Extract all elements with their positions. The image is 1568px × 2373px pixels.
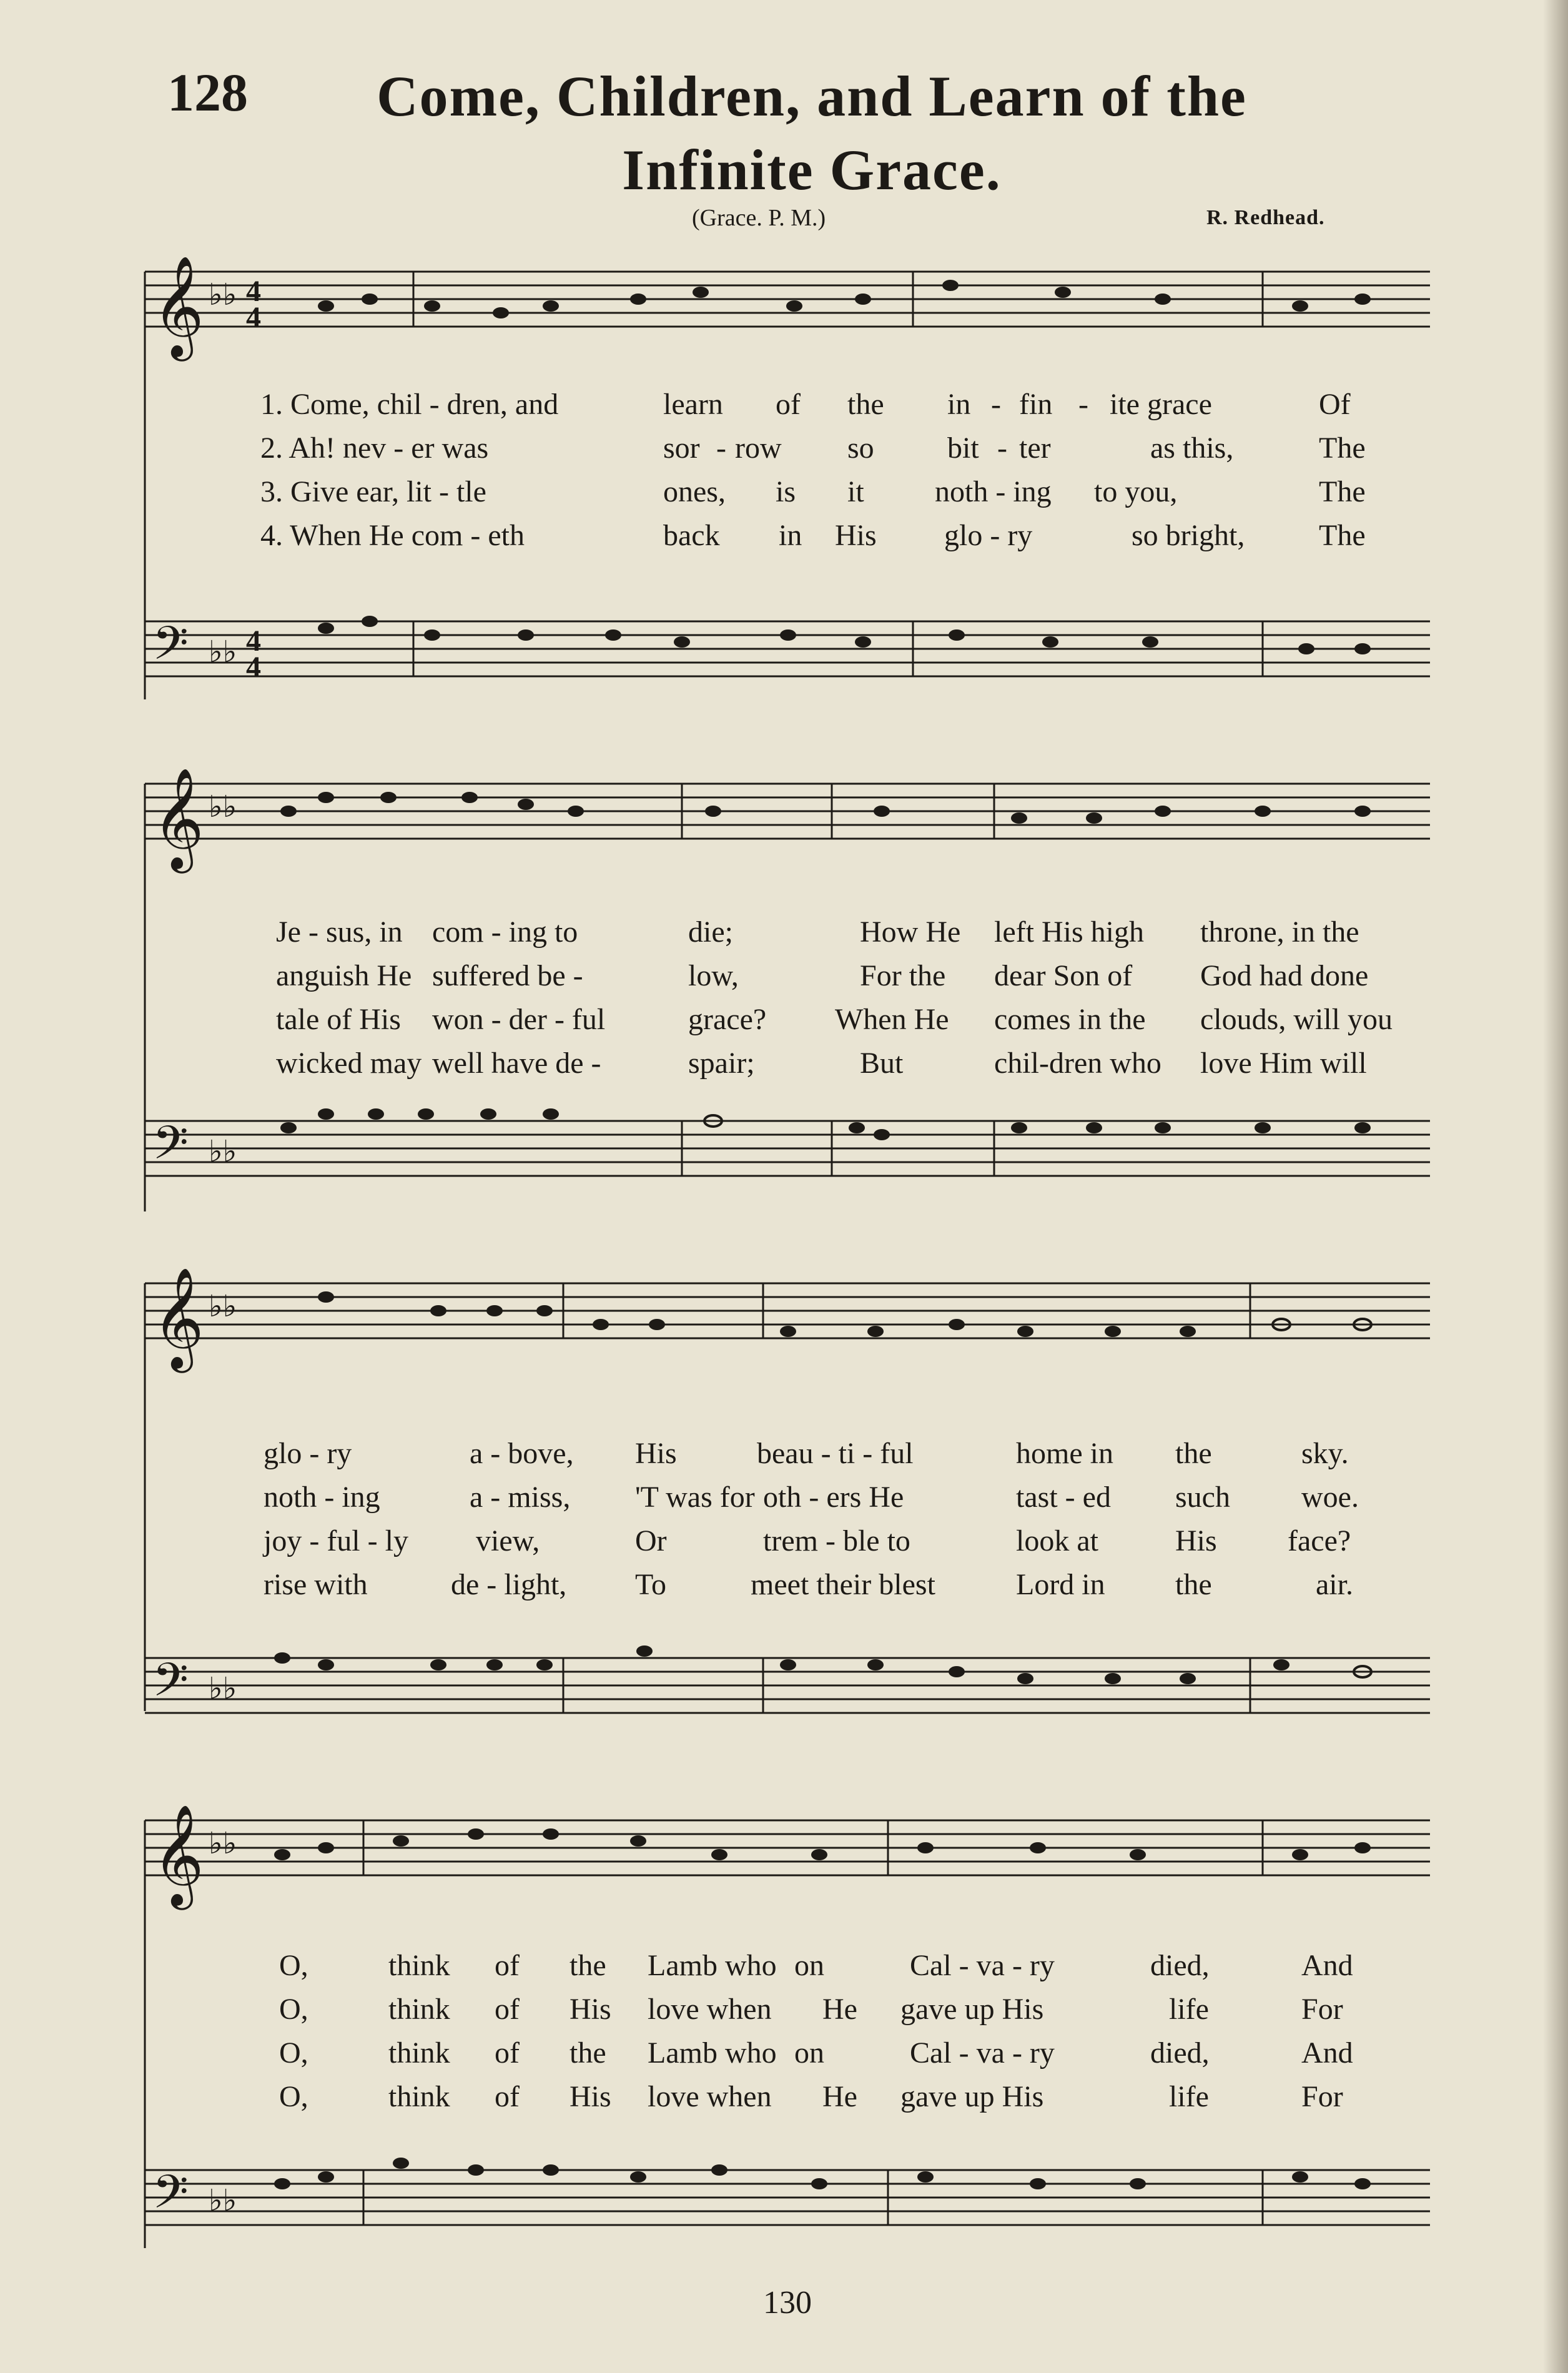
lyric-syllable: O, — [279, 2036, 308, 2070]
hymn-number: 128 — [167, 62, 248, 122]
lyric-syllable: on — [794, 1949, 824, 1982]
svg-text:4: 4 — [246, 624, 261, 658]
lyric-syllable: so — [847, 432, 874, 465]
treble-staff-1 — [139, 259, 1430, 387]
system-2-lyrics — [139, 915, 1430, 1090]
svg-text:♭♭: ♭♭ — [209, 791, 237, 824]
lyric-syllable: back — [663, 519, 720, 552]
lyric-syllable: of — [495, 2080, 520, 2113]
lyric-syllable: trem - ble to — [763, 1524, 910, 1557]
lyric-syllable: His — [570, 1993, 611, 2026]
system-1-lyrics — [139, 387, 1430, 562]
lyric-syllable: the — [847, 388, 884, 421]
verse-1-line — [139, 915, 1430, 959]
lyric-syllable: think — [388, 2080, 450, 2113]
lyric-syllable: 4. When He com - eth — [260, 519, 525, 552]
verse-4-line — [139, 2079, 1430, 2123]
svg-text:4: 4 — [246, 301, 261, 334]
verse-1-line — [139, 387, 1430, 431]
verse-2-line — [139, 1480, 1430, 1524]
svg-text:𝄢: 𝄢 — [152, 1655, 189, 1717]
svg-text:𝄢: 𝄢 — [152, 1118, 189, 1180]
lyric-syllable: row — [735, 432, 782, 465]
lyric-syllable: the — [570, 2036, 606, 2070]
lyric-syllable: a - bove, — [470, 1437, 574, 1470]
lyric-syllable: 2. Ah! nev - er was — [260, 432, 489, 465]
lyric-syllable: O, — [279, 1993, 308, 2026]
lyric-syllable: face? — [1288, 1524, 1351, 1557]
lyric-syllable: as this, — [1150, 432, 1234, 465]
lyric-syllable: sor — [663, 432, 700, 465]
lyric-syllable: Lamb who — [648, 2036, 777, 2070]
lyric-syllable: Or — [635, 1524, 667, 1557]
lyric-syllable: throne, in the — [1200, 915, 1359, 949]
lyric-syllable: His — [835, 519, 877, 552]
lyric-syllable: it — [847, 475, 864, 508]
lyric-syllable: The — [1319, 475, 1366, 508]
lyric-syllable: gave up His — [900, 2080, 1044, 2113]
lyric-syllable: ter — [1019, 432, 1051, 465]
lyric-syllable: to you, — [1094, 475, 1178, 508]
lyric-syllable: air. — [1316, 1568, 1353, 1601]
lyric-syllable: of — [495, 2036, 520, 2070]
verse-3-line — [139, 475, 1430, 518]
lyric-syllable: Lamb who — [648, 1949, 777, 1982]
lyric-syllable: He — [822, 2080, 857, 2113]
lyric-syllable: sky. — [1301, 1437, 1349, 1470]
hymn-title-line2: Infinite Grace. — [622, 138, 1002, 202]
lyric-syllable: glo - ry — [264, 1437, 352, 1470]
lyric-syllable: on — [794, 2036, 824, 2070]
lyric-syllable: so bright, — [1132, 519, 1245, 552]
lyric-syllable: look at — [1016, 1524, 1098, 1557]
treble-staff-4 — [139, 1807, 1430, 1930]
lyric-syllable: died, — [1150, 1949, 1210, 1982]
svg-text:𝄞: 𝄞 — [152, 771, 204, 867]
lyric-syllable: - — [991, 388, 1001, 421]
lyric-syllable: gave up His — [900, 1993, 1044, 2026]
lyric-syllable: clouds, will you — [1200, 1003, 1393, 1036]
verse-4-line — [139, 518, 1430, 562]
system-4-lyrics — [139, 1948, 1430, 2123]
page-number: 130 — [763, 2285, 812, 2321]
svg-text:♭♭: ♭♭ — [209, 1672, 237, 1705]
lyric-syllable: And — [1301, 1949, 1353, 1982]
lyric-syllable: anguish He — [276, 959, 412, 992]
verse-2-line — [139, 431, 1430, 475]
lyric-syllable: He — [822, 1993, 857, 2026]
lyric-syllable: The — [1319, 432, 1366, 465]
verse-3-line — [139, 2036, 1430, 2079]
lyric-syllable: woe. — [1301, 1481, 1359, 1514]
svg-text:♭♭: ♭♭ — [209, 1290, 237, 1323]
lyric-syllable: tast - ed — [1016, 1481, 1111, 1514]
lyric-syllable: love Him will — [1200, 1047, 1367, 1080]
lyric-syllable: of — [495, 1949, 520, 1982]
lyric-syllable: de - light, — [451, 1568, 567, 1601]
lyric-syllable: is — [776, 475, 796, 508]
lyric-syllable: learn — [663, 388, 723, 421]
treble-staff-2 — [139, 771, 1430, 899]
lyric-syllable: the — [570, 1949, 606, 1982]
lyric-syllable: chil-dren who — [994, 1047, 1161, 1080]
lyric-syllable: oth - ers He — [763, 1481, 904, 1514]
verse-3-line — [139, 1002, 1430, 1046]
lyric-syllable: the — [1175, 1437, 1212, 1470]
lyric-syllable: But — [860, 1047, 904, 1080]
lyric-syllable: O, — [279, 2080, 308, 2113]
composer-credit: R. Redhead. — [1206, 206, 1325, 229]
lyric-syllable: When He — [835, 1003, 949, 1036]
svg-text:♭♭: ♭♭ — [209, 1135, 237, 1168]
lyric-syllable: life — [1169, 2080, 1209, 2113]
verse-4-line — [139, 1046, 1430, 1090]
lyric-syllable: think — [388, 1949, 450, 1982]
lyric-syllable: spair; — [688, 1047, 755, 1080]
lyric-syllable: noth - ing — [264, 1481, 380, 1514]
lyric-syllable: glo - ry — [944, 519, 1033, 552]
lyric-syllable: fin — [1019, 388, 1053, 421]
page-edge-shadow — [1543, 0, 1568, 2373]
lyric-syllable: His — [570, 2080, 611, 2113]
lyric-syllable: His — [1175, 1524, 1217, 1557]
bass-staff-4 — [139, 2161, 1430, 2254]
lyric-syllable: rise with — [264, 1568, 368, 1601]
lyric-syllable: die; — [688, 915, 733, 949]
lyric-syllable: - — [1078, 388, 1088, 421]
lyric-syllable: wicked may — [276, 1047, 422, 1080]
lyric-syllable: the — [1175, 1568, 1212, 1601]
svg-text:♭♭: ♭♭ — [209, 279, 237, 312]
lyric-syllable: of — [776, 388, 801, 421]
verse-2-line — [139, 959, 1430, 1002]
svg-text:𝄞: 𝄞 — [152, 1270, 204, 1367]
verse-3-line — [139, 1524, 1430, 1567]
lyric-syllable: ite grace — [1110, 388, 1212, 421]
lyric-syllable: of — [495, 1993, 520, 2026]
svg-text:𝄢: 𝄢 — [152, 2168, 189, 2229]
lyric-syllable: ones, — [663, 475, 726, 508]
lyric-syllable: love when — [648, 1993, 772, 2026]
tune-name: (Grace. P. M.) — [692, 205, 826, 231]
verse-1-line — [139, 1436, 1430, 1480]
lyric-syllable: noth - ing — [935, 475, 1052, 508]
lyric-syllable: Cal - va - ry — [910, 2036, 1055, 2070]
lyric-syllable: low, — [688, 959, 739, 992]
svg-text:♭♭: ♭♭ — [209, 2184, 237, 2218]
lyric-syllable: home in — [1016, 1437, 1113, 1470]
svg-text:♭♭: ♭♭ — [209, 1827, 237, 1860]
lyric-syllable: 1. Come, chil - dren, and — [260, 388, 559, 421]
lyric-syllable: O, — [279, 1949, 308, 1982]
svg-text:4: 4 — [246, 275, 261, 308]
lyric-syllable: God had done — [1200, 959, 1369, 992]
lyric-syllable: well have de - — [432, 1047, 601, 1080]
lyric-syllable: left His high — [994, 915, 1144, 949]
lyric-syllable: For — [1301, 2080, 1343, 2113]
lyric-syllable: The — [1319, 519, 1366, 552]
lyric-syllable: a - miss, — [470, 1481, 571, 1514]
svg-text:𝄢: 𝄢 — [152, 619, 189, 681]
lyric-syllable: For — [1301, 1993, 1343, 2026]
lyric-syllable: For the — [860, 959, 946, 992]
lyric-syllable: tale of His — [276, 1003, 401, 1036]
svg-text:♭♭: ♭♭ — [209, 636, 237, 669]
verse-1-line — [139, 1948, 1430, 1992]
lyric-syllable: Cal - va - ry — [910, 1949, 1055, 1982]
svg-text:𝄞: 𝄞 — [152, 1807, 204, 1904]
lyric-syllable: dear Son of — [994, 959, 1133, 992]
lyric-syllable: To — [635, 1568, 666, 1601]
treble-staff-3 — [139, 1270, 1430, 1405]
lyric-syllable: com - ing to — [432, 915, 578, 949]
lyric-syllable: life — [1169, 1993, 1209, 2026]
lyric-syllable: think — [388, 2036, 450, 2070]
lyric-syllable: - — [997, 432, 1007, 465]
svg-text:4: 4 — [246, 651, 261, 684]
lyric-syllable: think — [388, 1993, 450, 2026]
hymn-title — [325, 59, 1299, 207]
bass-staff-3 — [139, 1649, 1430, 1755]
bass-staff-2 — [139, 1112, 1430, 1218]
lyric-syllable: such — [1175, 1481, 1230, 1514]
svg-text:𝄞: 𝄞 — [152, 259, 204, 355]
lyric-syllable: bit — [947, 432, 979, 465]
lyric-syllable: - — [716, 432, 726, 465]
lyric-syllable: beau - ti - ful — [757, 1437, 914, 1470]
lyric-syllable: 'T was for — [635, 1481, 755, 1514]
lyric-syllable: joy - ful - ly — [264, 1524, 408, 1557]
lyric-syllable: died, — [1150, 2036, 1210, 2070]
lyric-syllable: view, — [476, 1524, 540, 1557]
lyric-syllable: in — [947, 388, 971, 421]
lyric-syllable: won - der - ful — [432, 1003, 606, 1036]
hymn-title-line1: Come, Children, and Learn of the — [377, 64, 1247, 128]
lyric-syllable: comes in the — [994, 1003, 1146, 1036]
lyric-syllable: How He — [860, 915, 961, 949]
verse-4-line — [139, 1567, 1430, 1611]
lyric-syllable: grace? — [688, 1003, 767, 1036]
system-3-lyrics — [139, 1436, 1430, 1611]
lyric-syllable: 3. Give ear, lit - tle — [260, 475, 486, 508]
verse-2-line — [139, 1992, 1430, 2036]
lyric-syllable: suffered be - — [432, 959, 583, 992]
lyric-syllable: And — [1301, 2036, 1353, 2070]
lyric-syllable: love when — [648, 2080, 772, 2113]
lyric-syllable: His — [635, 1437, 677, 1470]
lyric-syllable: Je - sus, in — [276, 915, 403, 949]
lyric-syllable: in — [779, 519, 802, 552]
lyric-syllable: Lord in — [1016, 1568, 1105, 1601]
lyric-syllable: meet their blest — [751, 1568, 935, 1601]
bass-staff-1 — [139, 612, 1430, 718]
lyric-syllable: Of — [1319, 388, 1351, 421]
